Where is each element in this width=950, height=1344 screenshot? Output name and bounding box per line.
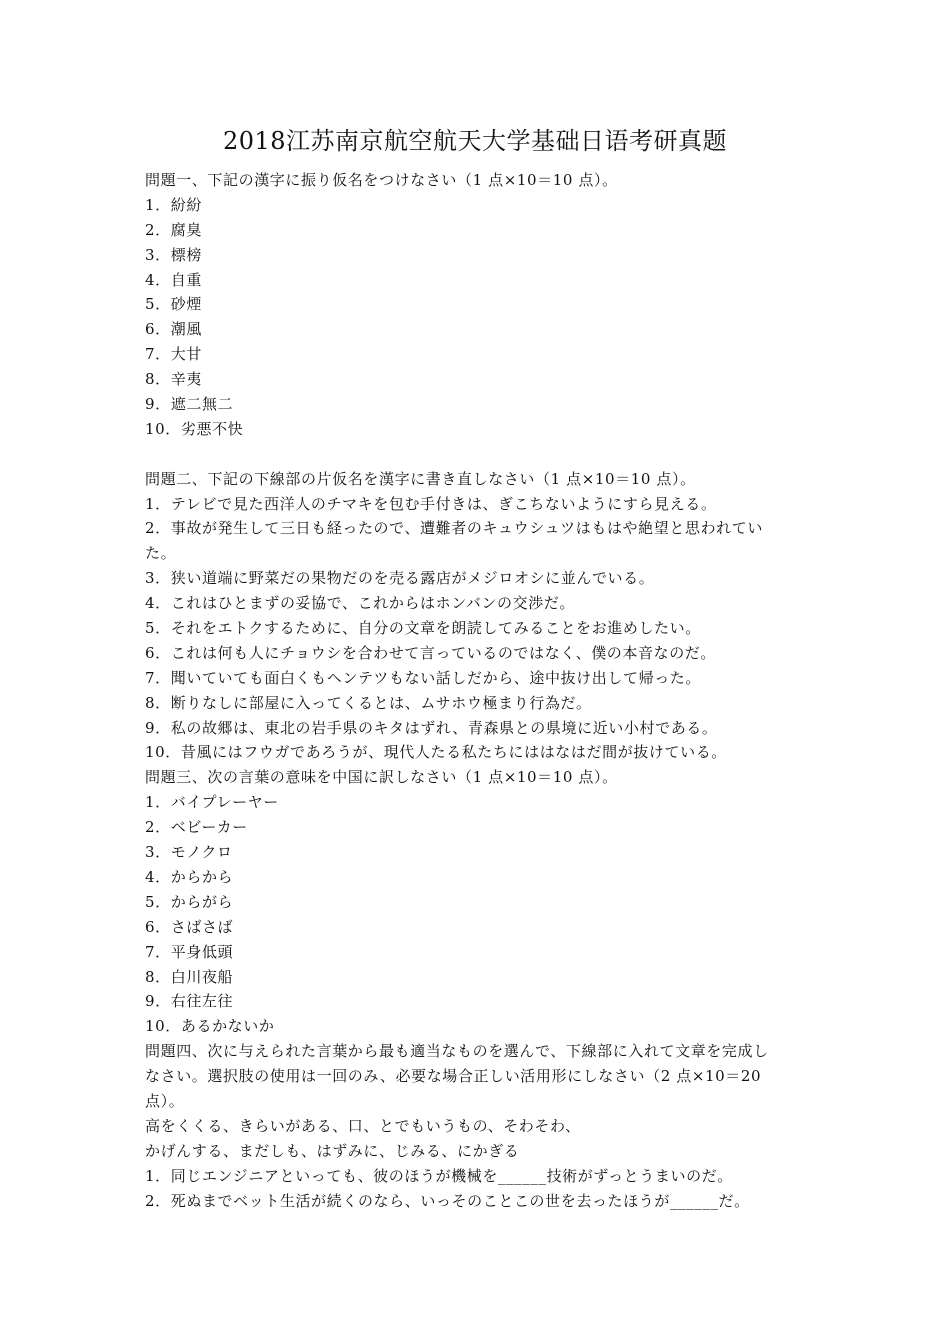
q2-item: 2．事故が発生して三日も経ったので、遭難者のキュウシュツはもはや絶望と思われてい	[145, 519, 763, 538]
q2-item: 1．テレビで見た西洋人のチマキを包む手付きは、ぎこちないようにすら見える。	[145, 494, 717, 513]
q4-heading: 点）。	[145, 1091, 185, 1110]
q1-item: 10．劣悪不快	[145, 419, 244, 438]
q2-item-continuation: た。	[145, 544, 177, 563]
q1-item: 4．自重	[145, 270, 202, 289]
q2-heading: 問題二、下記の下線部の片仮名を漢字に書き直しなさい（1 点×10＝10 点）。	[145, 469, 696, 488]
q4-heading: なさい。選択肢の使用は一回のみ、必要な場合正しい活用形にしなさい（2 点×10＝20	[145, 1067, 762, 1086]
section-spacer	[145, 442, 810, 467]
q3-heading: 問題三、次の言葉の意味を中国に訳しなさい（1 点×10＝10 点）。	[145, 768, 618, 787]
q1-item: 5．砂煙	[145, 295, 202, 314]
q1-item: 2．腐臭	[145, 220, 202, 239]
q1-item: 1．紛紛	[145, 195, 202, 214]
document-body	[145, 168, 810, 1213]
q1-item: 9．遮二無二	[145, 395, 234, 414]
q3-item: 1．バイプレーヤー	[145, 793, 279, 812]
q4-choices: 高をくくる、きらいがある、口、とでもいうもの、そわそわ、	[145, 1116, 581, 1135]
q4-heading: 問題四、次に与えられた言葉から最も適当なものを選んで、下線部に入れて文章を完成し	[145, 1042, 769, 1061]
q4-item: 2．死ぬまでベット生活が続くのなら、いっそのことこの世を去ったほうが______だ。	[145, 1191, 750, 1210]
q2-item: 10．昔風にはフウガであろうが、現代人たる私たちにははなはだ間が抜けている。	[145, 743, 727, 762]
q2-item: 4．これはひとまずの妥協で、これからはホンバンの交渉だ。	[145, 594, 575, 613]
q3-item: 7．平身低頭	[145, 942, 234, 961]
q2-item: 3．狭い道端に野菜だの果物だのを売る露店がメジロオシに並んでいる。	[145, 569, 655, 588]
q2-item: 6．これは何も人にチョウシを合わせて言っているのではなく、僕の本音なのだ。	[145, 643, 716, 662]
document-title: 2018江苏南京航空航天大学基础日语考研真题	[222, 127, 728, 155]
q3-item: 9．右往左往	[145, 992, 234, 1011]
q1-item: 3．標榜	[145, 245, 202, 264]
q1-item: 7．大甘	[145, 345, 202, 364]
q3-item: 5．からがら	[145, 892, 234, 911]
q1-item: 8．辛夷	[145, 370, 202, 389]
q3-item: 2．ベビーカー	[145, 818, 248, 837]
q3-item: 4．からから	[145, 867, 234, 886]
q1-item: 6．潮風	[145, 320, 202, 339]
q4-item: 1．同じエンジニアといっても、彼のほうが機械を______技術がずっとうまいのだ。	[145, 1166, 733, 1185]
q1-heading: 問題一、下記の漢字に振り仮名をつけなさい（1 点×10＝10 点）。	[145, 171, 618, 189]
q2-item: 7．聞いていても面白くもヘンテツもない話しだから、途中抜け出して帰った。	[145, 668, 701, 687]
q3-item: 6．さばさば	[145, 917, 234, 936]
q3-item: 8．白川夜船	[145, 967, 234, 986]
q2-item: 5．それをエトクするために、自分の文章を朗読してみることをお進めしたい。	[145, 619, 701, 638]
q3-item: 10．あるかないか	[145, 1017, 275, 1036]
q2-item: 8．断りなしに部屋に入ってくるとは、ムサホウ極まり行為だ。	[145, 693, 592, 712]
q3-item: 3．モノクロ	[145, 843, 233, 862]
q2-item: 9．私の故郷は、東北の岩手県のキタはずれ、青森県との県境に近い小村である。	[145, 718, 718, 737]
q4-choices: かげんする、まだしも、はずみに、じみる、にかぎる	[145, 1141, 520, 1160]
